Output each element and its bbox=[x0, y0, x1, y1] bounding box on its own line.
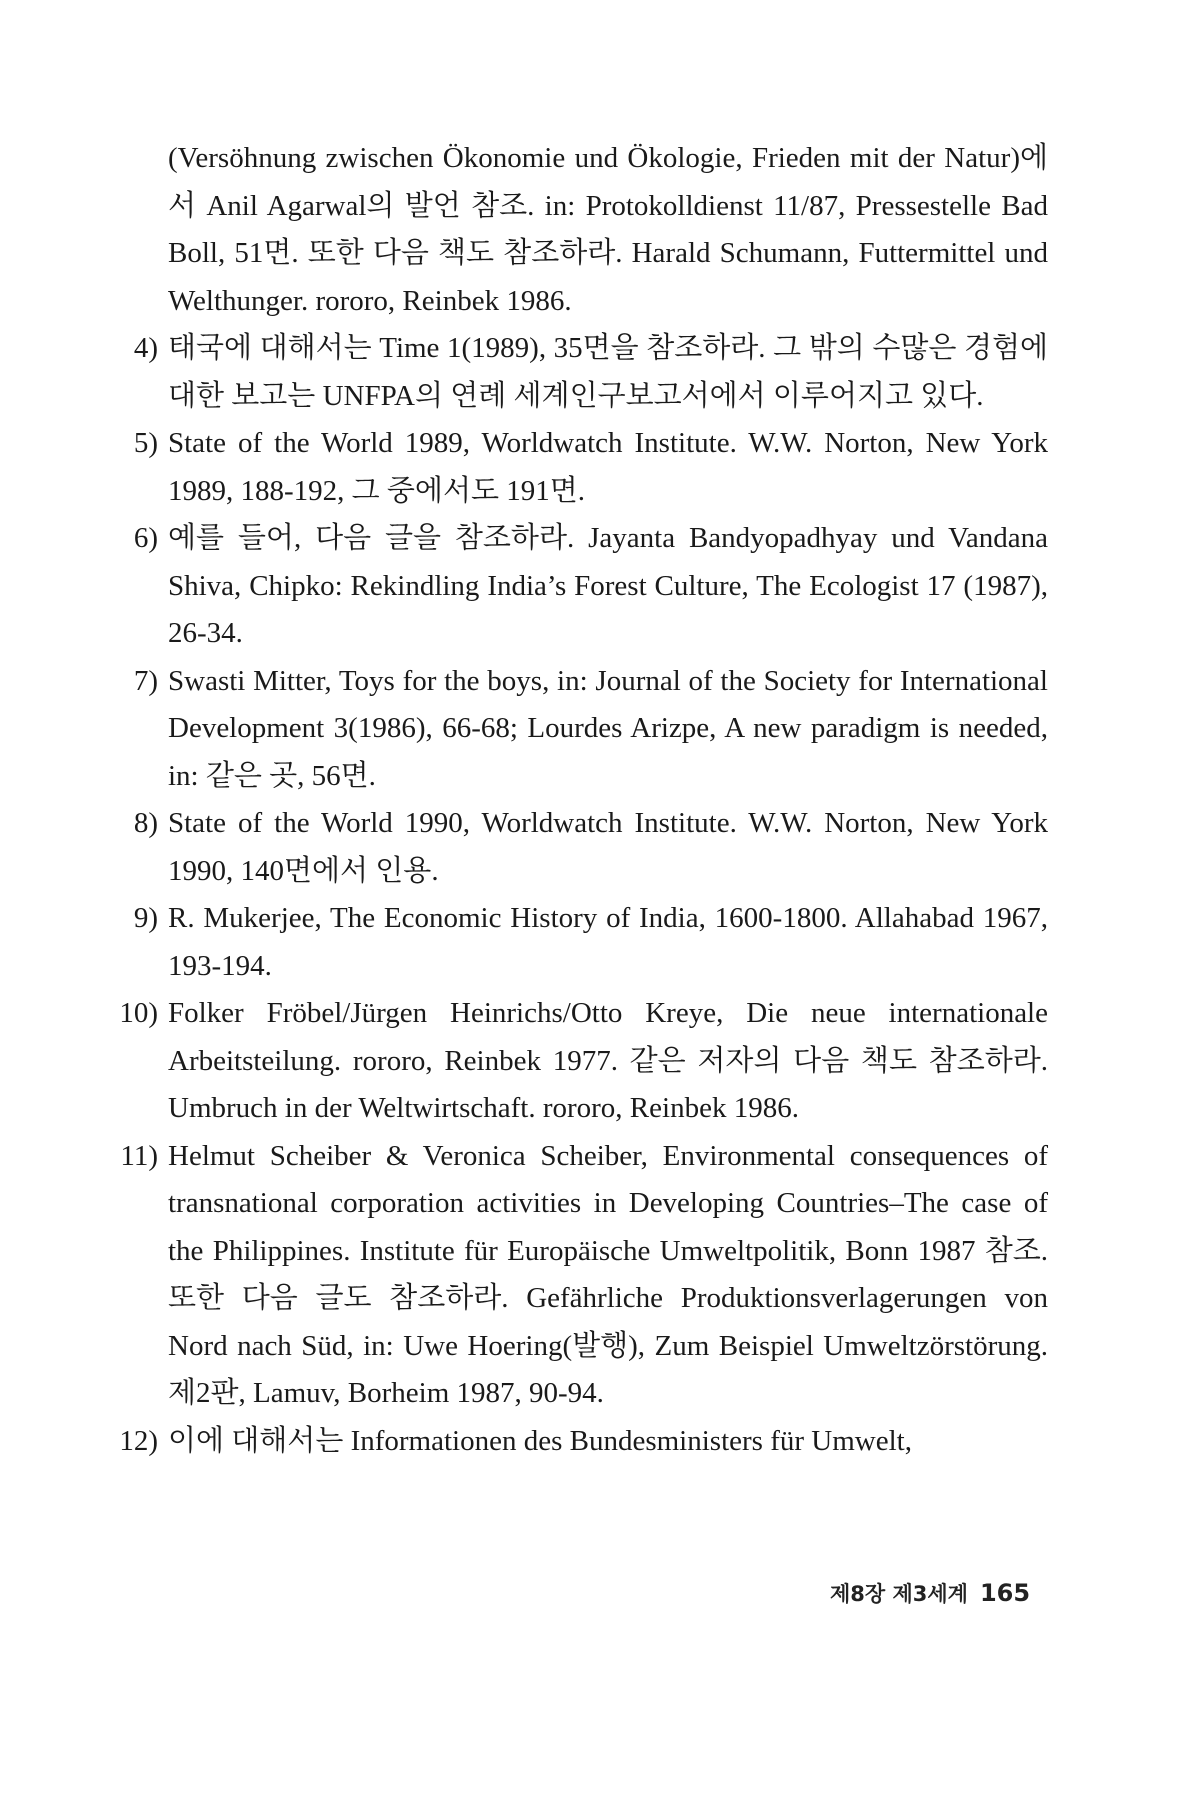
footnote-number: 10) bbox=[119, 997, 158, 1029]
footnote bbox=[120, 1133, 1048, 1418]
running-header-chapter: 제8장 제3세계 bbox=[830, 1582, 968, 1606]
footnote bbox=[133, 420, 1048, 515]
footnote-text: R. Mukerjee, The Economic History of India, 1600-1800. Allahabad 1967, 193-194. bbox=[168, 902, 1048, 982]
footnote-number: 8) bbox=[133, 807, 158, 839]
footnote-number: 6) bbox=[133, 522, 158, 554]
footnote bbox=[133, 895, 1048, 990]
footnote-number: 5) bbox=[133, 427, 158, 459]
footnote-text: Swasti Mitter, Toys for the boys, in: Journal of the Society for International Development 3(1986), 66-68; Lourdes Arizpe, A new paradigm is needed, in: 같은 곳, 56면. bbox=[168, 664, 1048, 792]
footnote bbox=[133, 658, 1048, 801]
footnote-text: 태국에 대해서는 Time 1(1989), 35면을 참조하라. 그 밖의 수많은 경험에 대한 보고는 UNFPA의 연례 세계인구보고서에서 이루어지고 있다. bbox=[168, 332, 1048, 412]
footnote-text: 이에 대해서는 Informationen des Bundesministers für Umwelt, bbox=[168, 1424, 912, 1457]
footnote-text: Helmut Scheiber & Veronica Scheiber, Environmental consequences of transnational corporation activities in Developing Countries–The case of the Philippines. Institute für Europäische Umweltpolitik, Bonn 1987 참조. 또한 다음 글도 참조하라. Gefährliche Produktionsverlagerungen von Nord nach Süd, in: Uwe Hoering(발행), Zum Beispiel Umweltzörstörung. 제2판, Lamuv, Borheim 1987, 90-94. bbox=[168, 1139, 1048, 1409]
footnote-number: 12) bbox=[119, 1424, 158, 1457]
footnote-number: 11) bbox=[120, 1139, 158, 1172]
page-footer bbox=[830, 1578, 1030, 1608]
footnote bbox=[119, 990, 1048, 1133]
page-body bbox=[119, 135, 1048, 1465]
footnote-list bbox=[119, 325, 1048, 1465]
page-number: 165 bbox=[979, 1579, 1031, 1607]
footnote-text: 예를 들어, 다음 글을 참조하라. Jayanta Bandyopadhyay und Vandana Shiva, Chipko: Rekindling India’s Forest Culture, The Ecologist 17 (1987), 26-34. bbox=[168, 522, 1048, 649]
footnote-text: State of the World 1990, Worldwatch Institute. W.W. Norton, New York 1990, 140면에서 인용. bbox=[168, 807, 1048, 887]
footnote-text: State of the World 1989, Worldwatch Institute. W.W. Norton, New York 1989, 188-192, 그 중에서도 191면. bbox=[168, 427, 1048, 507]
footnote-number: 7) bbox=[133, 664, 158, 697]
footnote-number: 9) bbox=[133, 902, 158, 934]
footnote bbox=[119, 1418, 1048, 1466]
footnote bbox=[133, 800, 1048, 895]
footnote bbox=[133, 325, 1048, 420]
continuation-paragraph: (Versöhnung zwischen Ökonomie und Ökologie, Frieden mit der Natur)에서 Anil Agarwal의 발언 참조. in: Protokolldienst 11/87, Pressestelle Bad Boll, 51면. 또한 다음 책도 참조하라. Harald Schumann, Futtermittel und Welthunger. rororo, Reinbek 1986. bbox=[168, 142, 1048, 317]
footnote-number: 4) bbox=[133, 332, 158, 364]
footnote bbox=[133, 515, 1048, 658]
footnote-text: Folker Fröbel/Jürgen Heinrichs/Otto Kreye, Die neue internationale Arbeitsteilung. rororo, Reinbek 1977. 같은 저자의 다음 책도 참조하라. Umbruch in der Weltwirtschaft. rororo, Reinbek 1986. bbox=[168, 997, 1048, 1124]
